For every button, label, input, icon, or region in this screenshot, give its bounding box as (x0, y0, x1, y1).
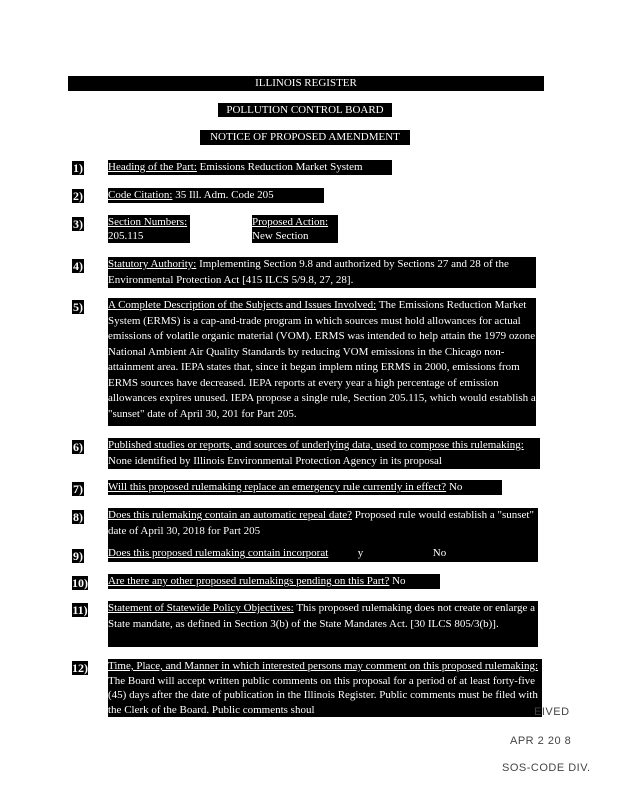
item-2-text: 35 Ill. Adm. Code 205 (175, 189, 274, 201)
item-10-number: 10) (72, 576, 88, 590)
notice-title: NOTICE OF PROPOSED AMENDMENT (200, 130, 410, 145)
item-12-text: The Board will accept written public comments on this proposal for a period of at least forty-five (45) days after the date of publication in the Illinois Register. Public comments must be filed with the Clerk of the Board. Public comments shoul (108, 674, 538, 716)
item-9-block (108, 539, 538, 562)
item-10-text: No (392, 575, 406, 587)
item-1-label: Heading of the Part: (108, 161, 197, 173)
item-3-right-block (252, 215, 338, 243)
item-7-block (108, 480, 502, 495)
proposed-action-label: Proposed Action: (252, 216, 329, 228)
item-6-label: Published studies or reports, and sources of underlying data, used to compose this rulemaking: (108, 439, 524, 451)
item-9-text: No (432, 547, 447, 559)
item-8-block (108, 508, 538, 539)
item-9-number: 9) (73, 549, 83, 563)
register-title: ILLINOIS REGISTER (255, 77, 357, 89)
item-1-block (108, 160, 392, 175)
item-11-block (108, 601, 538, 647)
received-date: APR 2 20 8 (510, 735, 572, 747)
item-2-number: 2) (73, 189, 83, 203)
item-4-text: Implementing Section 9.8 and authorized by Sections 27 and 28 of the Environmental Protection Act [415 ILCS 5/9.8, 27, 28]. (108, 258, 509, 286)
item-2-label: Code Citation: (108, 189, 173, 201)
item-9-label: Does this proposed rulemaking contain incorporat (108, 547, 329, 559)
item-3-left-block (108, 215, 190, 243)
item-4-block (108, 257, 536, 288)
item-9-mid: y (357, 547, 364, 559)
header-rule-top (68, 90, 544, 91)
item-10-label: Are there any other proposed rulemakings pending on this Part? (108, 575, 390, 587)
section-numbers-value: 205.115 (108, 230, 144, 242)
item-5-block (108, 298, 536, 426)
item-5-label: A Complete Description of the Subjects and Issues Involved: (108, 299, 377, 311)
item-8-label: Does this rulemaking contain an automatic repeal date? (108, 509, 353, 521)
item-7-label: Will this proposed rulemaking replace an emergency rule currently in effect? (108, 481, 447, 493)
item-12-label: Time, Place, and Manner in which interested persons may comment on this proposed rulemaking: (108, 660, 539, 672)
item-6-number: 6) (73, 440, 83, 454)
item-8-number: 8) (73, 510, 83, 524)
proposed-action-value: New Section (252, 230, 309, 242)
item-1-text: Emissions Reduction Market System (199, 161, 363, 173)
item-11-text: This proposed rulemaking does not create or enlarge a State mandate, as defined in Section 3(b) of the State Mandates Act. [30 ILCS 805/3(b)]. (108, 602, 535, 630)
item-6-block (108, 438, 540, 469)
item-2-block (108, 188, 324, 203)
item-6-text: None identified by Illinois Environmental Protection Agency in its proposal (108, 454, 442, 467)
item-11-label: Statement of Statewide Policy Objectives: (108, 602, 294, 614)
received-division: SOS-CODE DIV. (502, 762, 591, 774)
item-10-block (108, 574, 440, 589)
register-banner (68, 76, 544, 90)
item-5-text: The Emissions Reduction Market System (ERMS) is a cap-and-trade program in which sources must hold allowances for actual emissions of volatile organic material (VOM). ERMS was intended to help attain the 1979 ozone National Ambient Air Quality Standards by reducing VOM emissions in the Chicago non-attainment area. IEPA states that, since it began implem nting ERMS in 2000, emissions from ERMS sources have decreased. IEPA reports at every year a high percentage of emission allowances expires unused. IEPA propose a single rule, Section 205.115, which would establish a "sunset" date of April 30, 201 for Part 205. (108, 299, 536, 420)
item-5-number: 5) (73, 300, 83, 314)
item-7-text: No (448, 481, 463, 493)
item-3-number: 3) (73, 217, 83, 231)
board-title: POLLUTION CONTROL BOARD (218, 103, 392, 117)
item-4-label: Statutory Authority: (108, 258, 197, 270)
item-12-block (108, 659, 542, 717)
received-stamp: EIVED (534, 706, 570, 718)
item-7-number: 7) (73, 482, 83, 496)
item-12-number: 12) (72, 661, 88, 675)
item-11-number: 11) (72, 603, 88, 617)
item-8-text: Proposed rule would establish a "sunset" date of April 30, 2018 for Part 205 (108, 509, 534, 537)
item-1-number: 1) (73, 161, 83, 175)
item-4-number: 4) (73, 259, 83, 273)
section-numbers-label: Section Numbers: (108, 216, 188, 228)
